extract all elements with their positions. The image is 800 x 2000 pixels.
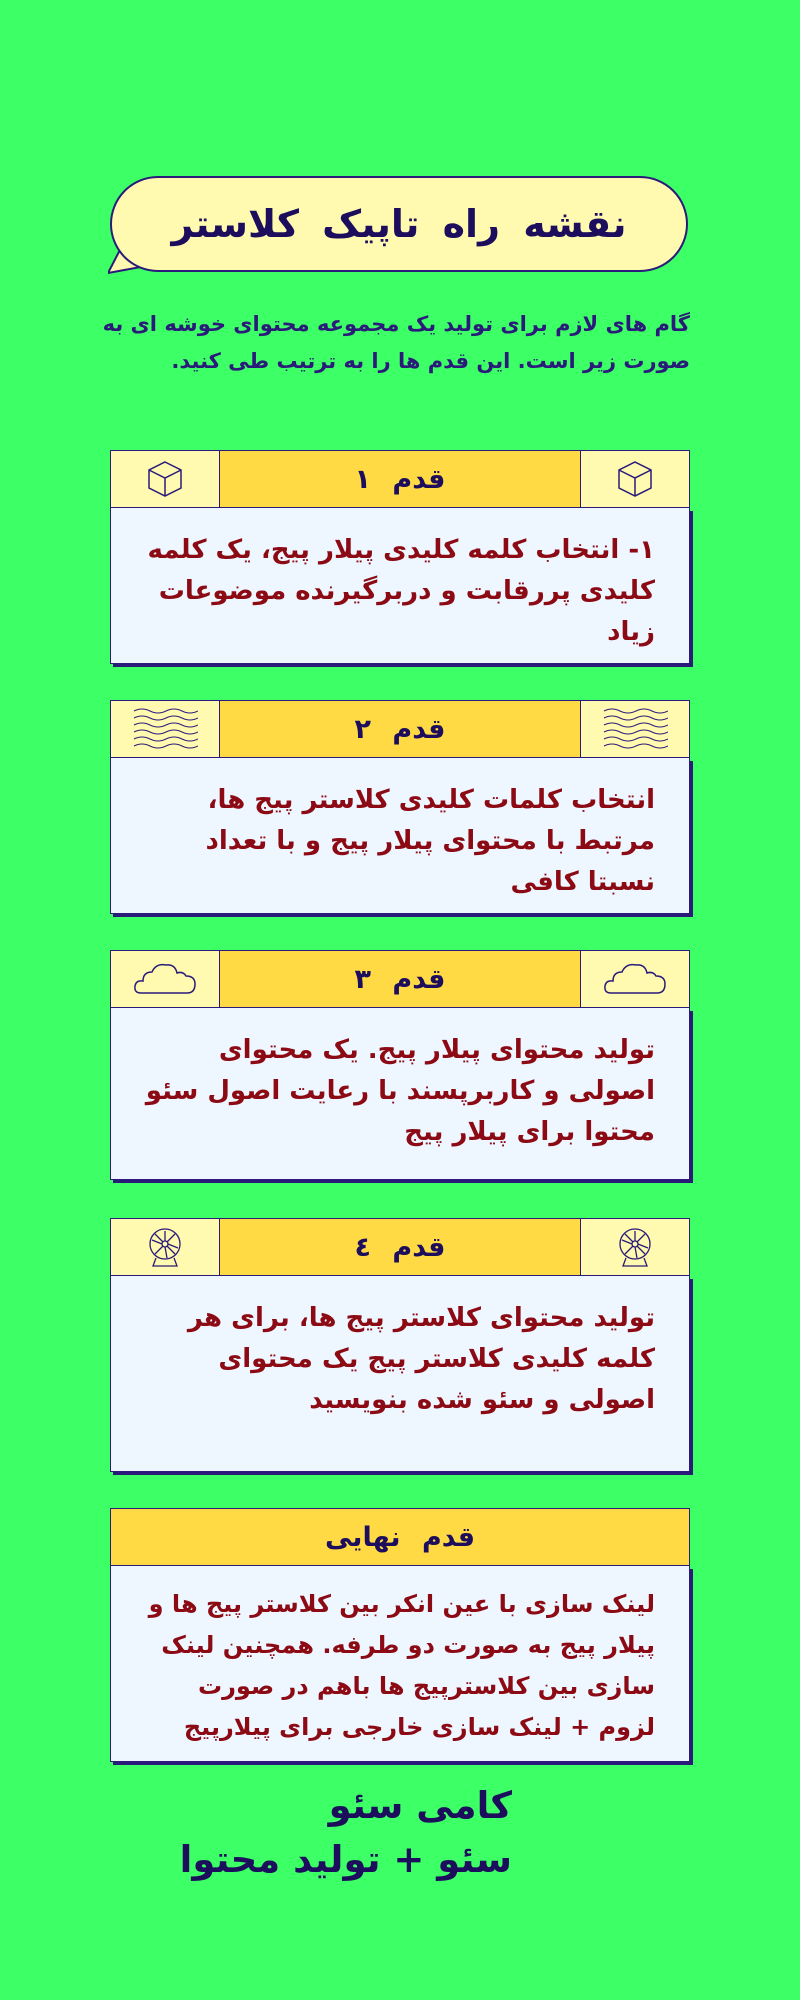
wavy-lines-icon [580, 701, 689, 757]
brand-tagline: سئو + تولید محتوا [179, 1838, 512, 1881]
page-title: نقشه راه تاپیک کلاستر [171, 202, 627, 246]
step-card-1 [110, 450, 690, 664]
step-header-1 [110, 450, 690, 508]
cloud-icon [580, 951, 689, 1007]
step-label-2: قدم ۲ [354, 713, 446, 745]
final-step-card [110, 1508, 690, 1762]
step-header-3 [110, 950, 690, 1008]
step-header-2 [110, 700, 690, 758]
step-text-1: ۱- انتخاب کلمه کلیدی پیلار پیج، یک کلمه کلیدی پررقابت و دربرگیرنده موضوعات زیاد [110, 508, 690, 664]
final-step-label: قدم نهایی [324, 1521, 476, 1553]
final-step-header [110, 1508, 690, 1566]
cube-icon [580, 451, 689, 507]
wavy-lines-icon [111, 701, 220, 757]
step-card-2 [110, 700, 690, 914]
step-card-4 [110, 1218, 690, 1472]
plasma-ball-icon [580, 1219, 689, 1275]
cloud-icon [111, 951, 220, 1007]
step-text-3: تولید محتوای پیلار پیج. یک محتوای اصولی و کاربرپسند با رعایت اصول سئو محتوا برای پیلار پیج [110, 1008, 690, 1180]
step-header-4 [110, 1218, 690, 1276]
step-card-3 [110, 950, 690, 1180]
intro-text: گام های لازم برای تولید یک مجموعه محتوای خوشه ای به صورت زیر است. این قدم ها را به ترتیب طی کنید. [102, 312, 690, 373]
step-label-4: قدم ٤ [354, 1231, 446, 1263]
step-text-4: تولید محتوای کلاستر پیج ها، برای هر کلمه کلیدی کلاستر پیج یک محتوای اصولی و سئو شده بنویسید [110, 1276, 690, 1472]
brand-name: کامی سئو [328, 1784, 512, 1827]
cube-icon [111, 451, 220, 507]
step-label-3: قدم ۳ [354, 963, 446, 995]
title-bubble [110, 176, 688, 272]
step-label-1: قدم ۱ [354, 463, 446, 495]
plasma-ball-icon [111, 1219, 220, 1275]
step-text-2: انتخاب کلمات کلیدی کلاستر پیج ها، مرتبط با محتوای پیلار پیج و با تعداد نسبتا کافی [110, 758, 690, 914]
final-step-text: لینک سازی با عین انکر بین کلاستر پیج ها و پیلار پیج به صورت دو طرفه. همچنین لینک سازی بین کلاسترپیج ها باهم در صورت لزوم + لینک سازی خارجی برای پیلارپیج [110, 1566, 690, 1762]
